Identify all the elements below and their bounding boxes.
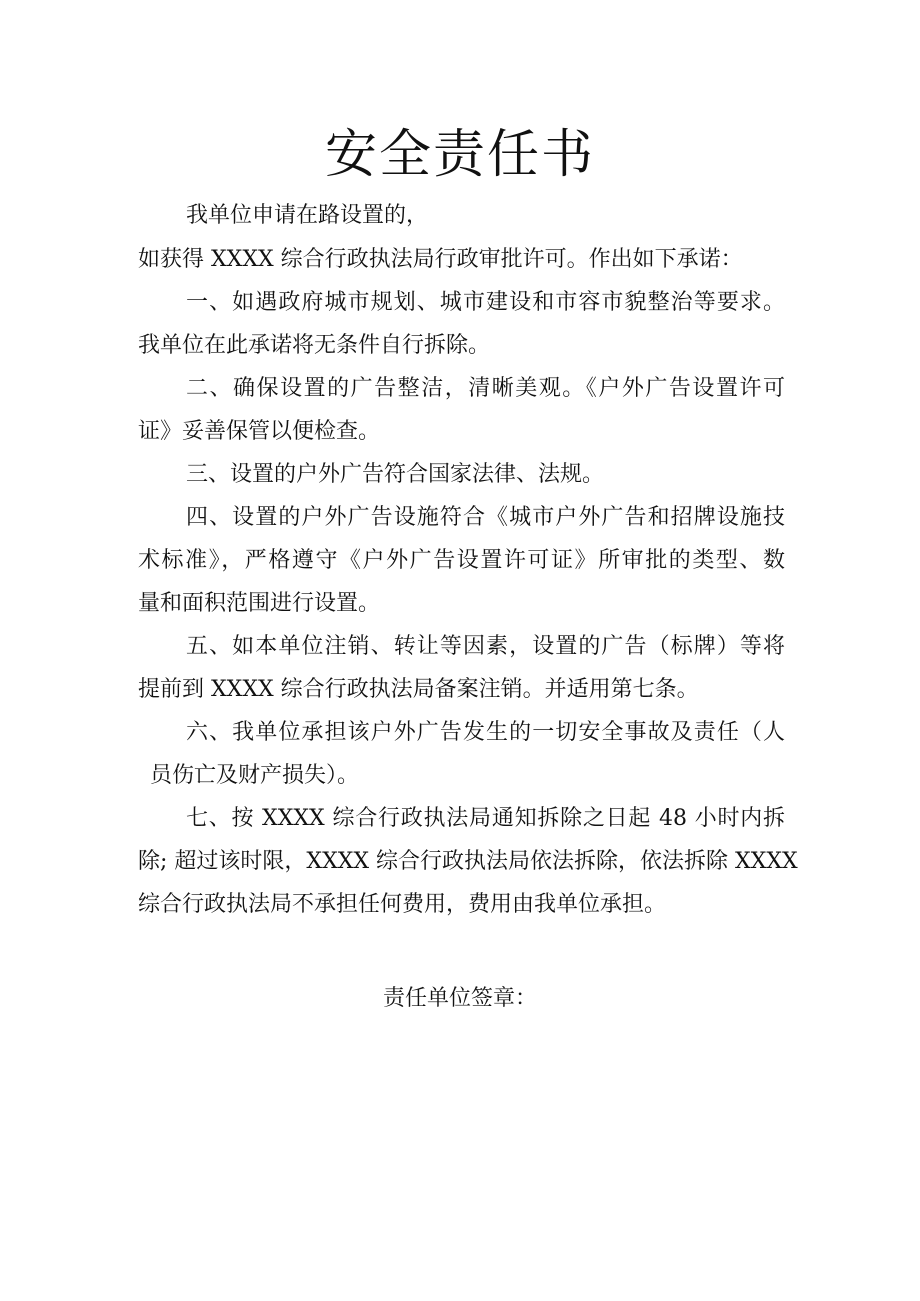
clause-4-line: 术标准》，严格遵守《户外广告设置许可证》所审批的类型、数 <box>138 548 785 573</box>
document-title: 安全责任书 <box>324 125 595 185</box>
clause-6-line: 六、我单位承担该户外广告发生的一切安全事故及责任（人 <box>186 720 785 745</box>
clause-2-line: 二、确保设置的广告整洁，清晰美观。《户外广告设置许可 <box>186 376 785 401</box>
clause-1-line: 我单位在此承诺将无条件自行拆除。 <box>138 333 491 358</box>
intro-line: 我单位申请在路设置的， <box>186 203 429 228</box>
clause-4-line: 四、设置的户外广告设施符合《城市户外广告和招牌设施技 <box>186 505 785 530</box>
clause-4-line: 量和面积范围进行设置。 <box>138 591 381 616</box>
clause-5-line: 提前到 XXXX 综合行政执法局备案注销。并适用第七条。 <box>138 677 699 702</box>
clause-1-line: 一、如遇政府城市规划、城市建设和市容市貌整治等要求。 <box>186 290 785 315</box>
clause-7-line: 七、按 XXXX 综合行政执法局通知拆除之日起 48 小时内拆 <box>186 806 785 831</box>
clause-2-line: 证》妥善保管以便检查。 <box>138 419 381 444</box>
clause-6-line: 员伤亡及财产损失）。 <box>150 763 360 788</box>
clause-7-line: 除; 超过该时限，XXXX 综合行政执法局依法拆除，依法拆除 XXXX <box>138 849 798 874</box>
intro-line: 如获得 XXXX 综合行政执法局行政审批许可。作出如下承诺： <box>138 247 743 272</box>
clause-3-line: 三、设置的户外广告符合国家法律、法规。 <box>186 462 605 487</box>
clause-5-line: 五、如本单位注销、转让等因素，设置的广告（标牌）等将 <box>186 634 785 659</box>
clause-7-line: 综合行政执法局不承担任何费用，费用由我单位承担。 <box>138 892 667 917</box>
signature-label: 责任单位签章： <box>382 986 537 1011</box>
